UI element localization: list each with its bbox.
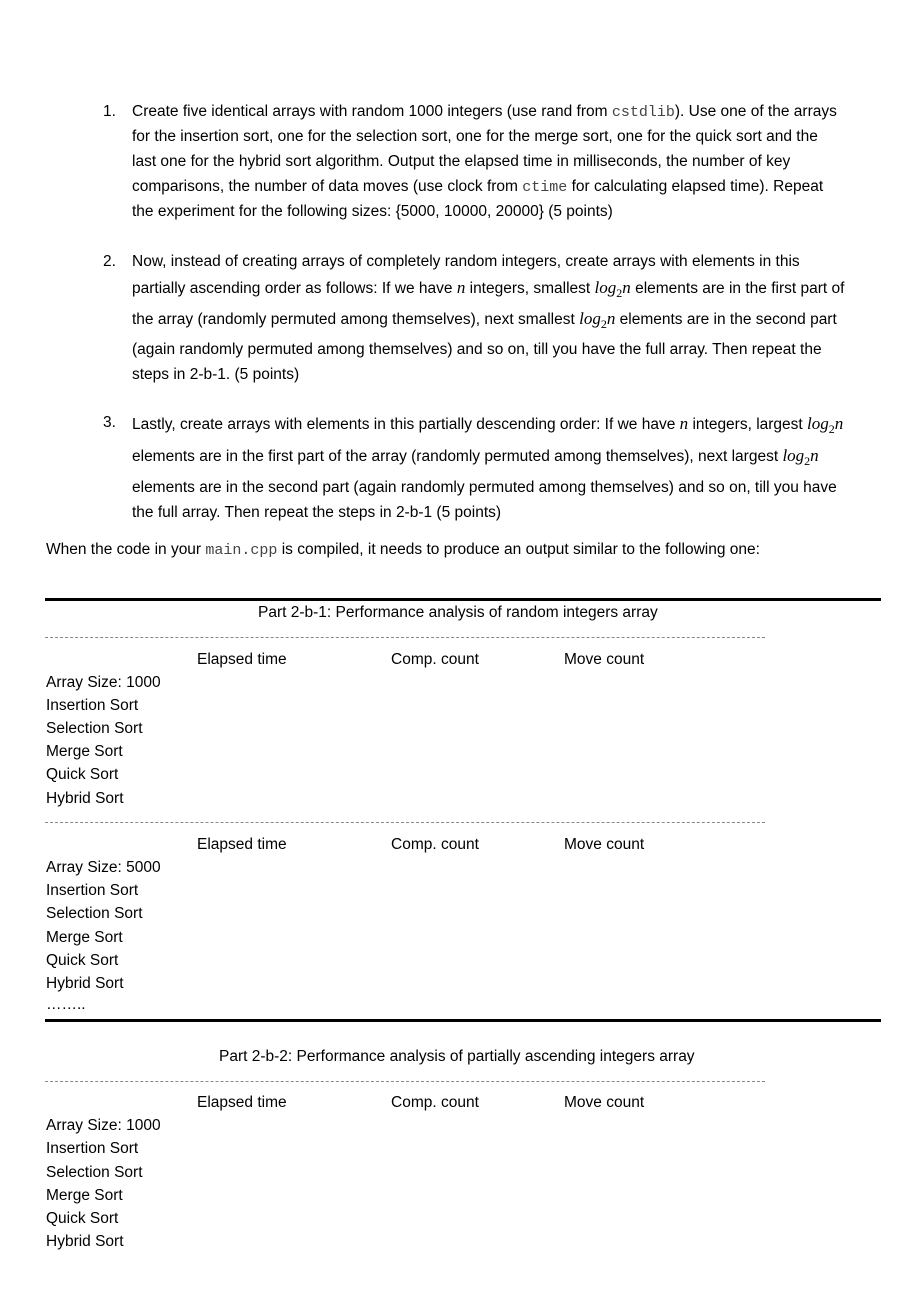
header-elapsed-time: Elapsed time <box>197 651 287 668</box>
text-line: Lastly, create arrays with elements in this partially descending order: If we have n integers, largest $\log_2n$ <box>132 414 844 436</box>
math-log-expression: $\log_2n$ <box>579 309 616 331</box>
array-size-label: Array Size: 5000 <box>46 859 161 876</box>
inline-code: main.cpp <box>205 542 278 559</box>
header-comp-count: Comp. count <box>391 836 479 853</box>
compile-note: When the code in your main.cpp is compiled, it needs to produce an output similar to the following one: <box>46 541 760 559</box>
sort-row-label: Hybrid Sort <box>46 975 124 992</box>
sort-row-label: Insertion Sort <box>46 882 139 899</box>
text-line: elements are in the first part of the array (randomly permuted among themselves), next largest $\log_2n$ <box>132 446 819 468</box>
math-log-expression: $\log_2n$ <box>807 414 844 436</box>
sort-row-label: Selection Sort <box>46 1164 143 1181</box>
section-divider <box>45 598 881 601</box>
dashed-divider <box>45 1081 765 1082</box>
text-line: last one for the hybrid sort algorithm. Output the elapsed time in milliseconds, the number of key <box>132 153 791 170</box>
sort-row-label: Merge Sort <box>46 743 123 760</box>
math-log-expression: $\log_2n$ <box>782 446 819 468</box>
dashed-divider <box>45 637 765 638</box>
text-line: Now, instead of creating arrays of completely random integers, create arrays with elements in this <box>132 253 800 270</box>
section-divider <box>45 1019 881 1022</box>
header-comp-count: Comp. count <box>391 651 479 668</box>
text-line: partially ascending order as follows: If we have n integers, smallest $\log_2n$ elements are in the first part of <box>132 278 845 300</box>
sort-row-label: Merge Sort <box>46 1187 123 1204</box>
section-title: Part 2-b-2: Performance analysis of partially ascending integers array <box>219 1048 695 1065</box>
inline-code: ctime <box>522 179 568 196</box>
text-line: (again randomly permuted among themselves) and so on, till you have the full array. Then repeat the <box>132 341 822 358</box>
sort-row-label: Selection Sort <box>46 905 143 922</box>
section-title: Part 2-b-1: Performance analysis of random integers array <box>258 604 658 621</box>
header-move-count: Move count <box>564 651 645 668</box>
header-comp-count: Comp. count <box>391 1094 479 1111</box>
sort-row-label: Selection Sort <box>46 720 143 737</box>
text-line: Create five identical arrays with random 1000 integers (use rand from cstdlib). Use one of the arrays <box>132 103 837 121</box>
header-move-count: Move count <box>564 836 645 853</box>
text-line: the experiment for the following sizes: {5000, 10000, 20000} (5 points) <box>132 203 613 220</box>
list-number: 2. <box>103 253 116 270</box>
header-elapsed-time: Elapsed time <box>197 1094 287 1111</box>
list-number: 1. <box>103 103 116 120</box>
array-size-label: Array Size: 1000 <box>46 1117 161 1134</box>
text-line: the full array. Then repeat the steps in 2-b-1 (5 points) <box>132 504 502 521</box>
header-elapsed-time: Elapsed time <box>197 836 287 853</box>
text-line: for the insertion sort, one for the selection sort, one for the merge sort, one for the quick sort and the <box>132 128 818 145</box>
ellipsis: …….. <box>46 996 86 1013</box>
list-number: 3. <box>103 414 116 431</box>
dashed-divider <box>45 822 765 823</box>
math-log-expression: $\log_2n$ <box>594 278 631 300</box>
text-line: the array (randomly permuted among themselves), next smallest $\log_2n$ elements are in the second part <box>132 309 837 331</box>
text-line: comparisons, the number of data moves (use clock from ctime for calculating elapsed time). Repeat <box>132 178 824 196</box>
sort-row-label: Hybrid Sort <box>46 790 124 807</box>
sort-row-label: Hybrid Sort <box>46 1233 124 1250</box>
sort-row-label: Insertion Sort <box>46 1140 139 1157</box>
inline-code: cstdlib <box>611 104 675 121</box>
text-line: elements are in the second part (again randomly permuted among themselves) and so on, till you have <box>132 479 837 496</box>
math-variable: n <box>679 414 689 433</box>
sort-row-label: Merge Sort <box>46 929 123 946</box>
array-size-label: Array Size: 1000 <box>46 674 161 691</box>
text-line: steps in 2-b-1. (5 points) <box>132 366 300 383</box>
sort-row-label: Quick Sort <box>46 1210 119 1227</box>
sort-row-label: Quick Sort <box>46 766 119 783</box>
header-move-count: Move count <box>564 1094 645 1111</box>
sort-row-label: Quick Sort <box>46 952 119 969</box>
math-variable: n <box>456 278 466 297</box>
sort-row-label: Insertion Sort <box>46 697 139 714</box>
